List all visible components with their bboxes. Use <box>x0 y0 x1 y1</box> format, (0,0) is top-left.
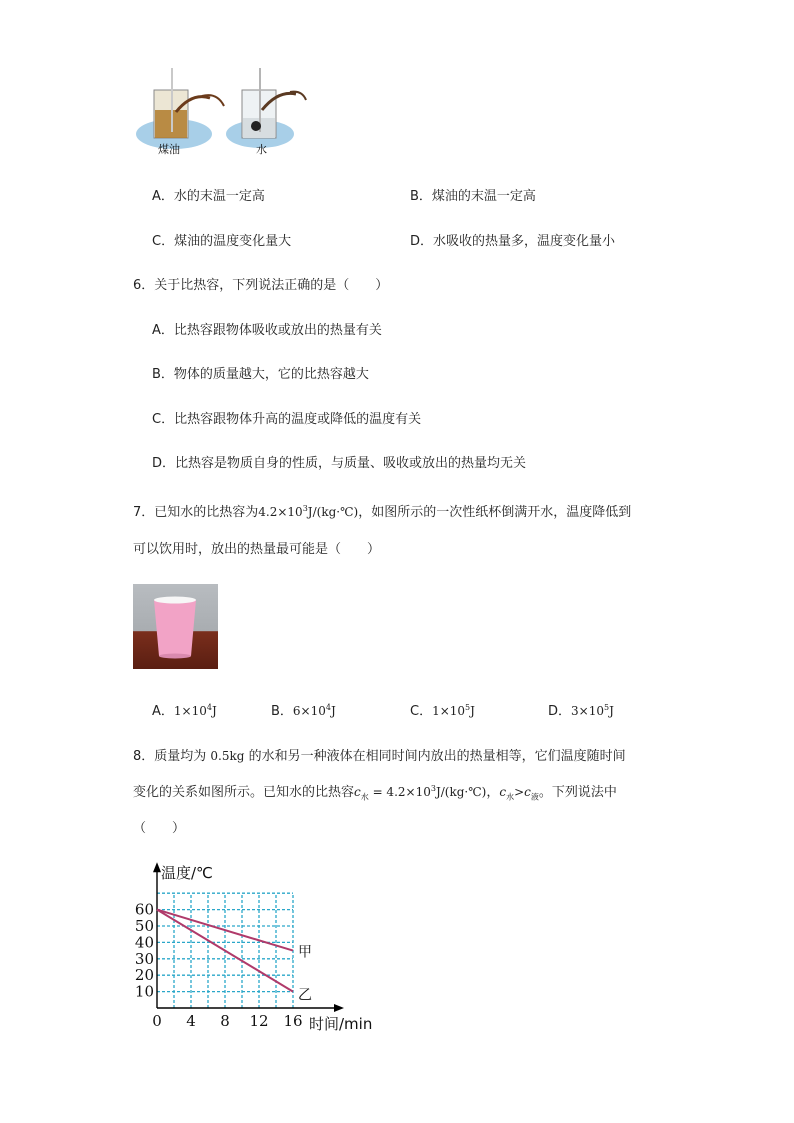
q7-option-a-unit: J <box>211 704 217 718</box>
q5-option-c: C．煤油的温度变化量大 <box>152 234 292 249</box>
q7-option-b-letter: B． <box>271 704 293 719</box>
series-label-1: 甲 <box>298 944 312 961</box>
q8-line2-a: 变化的关系如图所示。已知水的比热容 <box>133 785 355 800</box>
q8-eq-exp: 3 <box>430 784 436 793</box>
temperature-time-chart <box>135 855 390 1035</box>
q8-eq-unit: J/(kg·℃) <box>435 785 487 799</box>
water-label: 水 <box>256 143 267 156</box>
series-label-2: 乙 <box>298 987 312 1004</box>
q6-option-d: D．比热容是物质自身的性质，与质量、吸收或放出的热量均无关 <box>152 456 527 471</box>
y-tick-label: 40 <box>135 933 154 952</box>
x-tick-label: 0 <box>152 1012 162 1030</box>
q5-option-d: D．水吸收的热量多，温度变化量小 <box>410 234 616 249</box>
q7-stem-line2: 可以饮用时，放出的热量最可能是（ ） <box>133 542 381 557</box>
q7-stem-line1 <box>133 501 631 520</box>
x-tick-label: 12 <box>249 1012 269 1030</box>
q7-option-b-exp: 4 <box>325 703 331 712</box>
q7-option-d-base: 3×10 <box>571 704 604 718</box>
q7-option-c-exp: 5 <box>465 703 471 712</box>
cup-body <box>154 600 196 656</box>
q8-line1 <box>133 745 626 764</box>
y-axis-label: 温度/℃ <box>161 864 213 882</box>
y-tick-label: 30 <box>135 949 154 968</box>
beakers-figure <box>132 62 317 158</box>
q7-stem-b: ，如图所示的一次性纸杯倒满开水，温度降低到 <box>358 505 632 520</box>
q7-c-unit: J/(kg·℃) <box>307 505 359 519</box>
q7-c-coef: 4.2×10 <box>258 505 303 519</box>
q8-mass: 0.5kg <box>210 749 245 763</box>
q8-cmp-left-sub: 水 <box>506 792 515 802</box>
q8-line1-b: 的水和另一种液体在相同时间内放出的热量相等，它们温度随时间 <box>244 749 626 764</box>
q7-option-a-base: 1×10 <box>173 704 207 718</box>
x-tick-label: 16 <box>283 1012 303 1030</box>
q8-eq: = 4.2×10 <box>368 785 431 799</box>
q6-option-b: B．物体的质量越大，它的比热容越大 <box>152 367 369 382</box>
y-tick-label: 60 <box>135 900 154 919</box>
y-tick-label: 10 <box>135 982 154 1001</box>
x-tick-label: 8 <box>220 1012 230 1030</box>
q8-line1-a: 8．质量均为 <box>133 749 211 764</box>
q7-option-d-exp: 5 <box>603 703 610 712</box>
q7-stem-a: 7．已知水的比热容为 <box>133 505 259 520</box>
q8-cmp-right: c <box>524 785 531 799</box>
q7-option-c-letter: C． <box>410 704 433 719</box>
q7-option-b-unit: J <box>330 704 336 718</box>
x-axis-arrow <box>334 1004 344 1012</box>
q7-option-a-exp: 4 <box>206 703 212 712</box>
q7-c-exp: 3 <box>302 504 308 513</box>
q6-option-c: C．比热容跟物体升高的温度或降低的温度有关 <box>152 412 422 427</box>
q7-option-a <box>152 700 217 719</box>
q7-option-c-unit: J <box>470 704 475 718</box>
q8-cmp-op: > <box>514 785 525 799</box>
q7-formula <box>258 505 358 519</box>
q7-option-c-base: 1×10 <box>432 704 466 718</box>
q8-comma: ， <box>486 785 500 800</box>
q8-line2 <box>133 781 617 800</box>
q8-line2-b: 。下列说法中 <box>538 785 617 800</box>
q6-stem: 6．关于比热容，下列说法正确的是（ ） <box>133 278 389 293</box>
q7-option-c <box>410 700 475 719</box>
q6-option-a: A．比热容跟物体吸收或放出的热量有关 <box>152 323 382 338</box>
q5-option-a: A．水的末温一定高 <box>152 189 265 204</box>
q8-cmp-left: c <box>499 785 507 799</box>
q7-option-d-letter: D． <box>548 704 572 719</box>
q8-line3: （ ） <box>133 821 186 836</box>
q8-cmp-right-sub: 液 <box>530 792 539 802</box>
x-tick-label: 4 <box>186 1012 196 1030</box>
y-tick-label: 20 <box>135 966 154 985</box>
q8-c-sym: c <box>354 785 361 799</box>
q7-option-a-letter: A． <box>152 704 174 719</box>
kerosene-label: 煤油 <box>158 143 180 156</box>
y-axis-arrow <box>153 862 161 872</box>
q8-c-sub: 水 <box>360 792 369 802</box>
paper-cup-image <box>133 584 218 669</box>
q7-option-b-base: 6×10 <box>292 704 326 718</box>
q7-option-d-unit: J <box>609 704 614 718</box>
x-axis-label: 时间/min <box>309 1015 373 1033</box>
q5-option-b: B．煤油的末温一定高 <box>410 189 536 204</box>
y-tick-label: 50 <box>135 917 154 935</box>
q7-option-b <box>271 700 336 719</box>
q7-option-d <box>548 700 614 719</box>
